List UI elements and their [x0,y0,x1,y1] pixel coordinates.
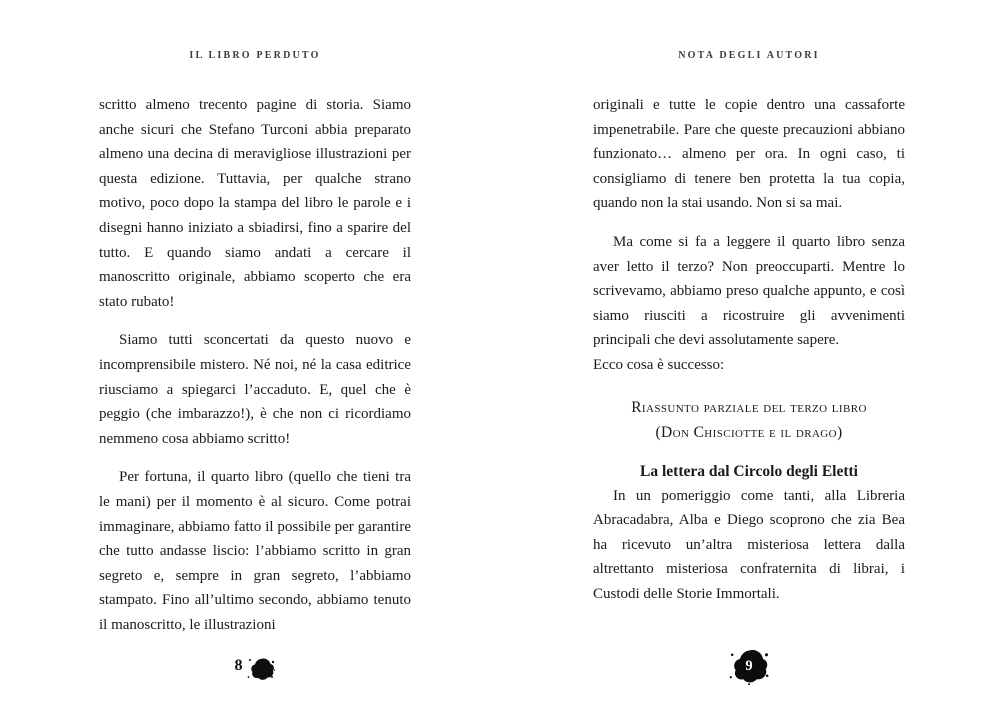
chapter-title: La lettera dal Circolo degli Eletti [640,462,858,480]
ink-blot-icon [246,655,276,682]
lead-in-line: Ecco cosa è successo: [593,356,725,373]
page-number-right: 9 [745,657,753,674]
page-left [99,50,411,637]
summary-heading-line2: (Don Chisciotte e il drago) [655,423,843,441]
ink-blot-icon [728,646,770,686]
page-body-right [593,93,905,607]
page-body-left [99,93,411,637]
page-footer-right [593,646,905,686]
summary-heading-line1: Riassunto parziale del terzo libro [631,398,867,416]
paragraph: scritto almeno trecento pagine di storia. Siamo anche sicuri che Stefano Turconi abbia preparato almeno una decina di meravigliose illustrazioni per questa edizione. Tuttavia, per qualche strano motivo, poco dopo la stampa del libro le parole e i disegni hanno iniziato a sbiadirsi, fino a sparire del tutto. E quando siamo andati a cercare il manoscritto originale, abbiamo scoperto che era stato rubato! [99,97,411,310]
running-header-left: IL LIBRO PERDUTO [189,50,321,61]
page-right [593,50,905,607]
summary-heading [593,395,905,445]
paragraph: Per fortuna, il quarto libro (quello che tieni tra le mani) per il momento è al sicuro. Come potrai immaginare, abbiamo fatto il possibile per garantire che tutto andasse liscio: l’abbiamo scritto in gran segreto e, sempre in gran segreto, l’abbiamo stampato. Fino all’ultimo secondo, abbiamo tenuto il manoscritto, le illustrazioni [99,469,411,633]
paragraph: Siamo tutti sconcertati da questo nuovo e incomprensibile mistero. Né noi, né la casa editrice riusciamo a spiegarci l’accaduto. E, quel che è peggio (che imbarazzo!), è che non ci ricordiamo nemmeno cosa abbiamo scritto! [99,332,411,447]
page-number-left: 8 [234,656,243,674]
page-footer-left [99,652,411,679]
paragraph: In un pomeriggio come tanti, alla Libreria Abracadabra, Alba e Diego scoprono che zia Bea ha ricevuto un’altra misteriosa lettera dalla altrettanto misteriosa confraternita di librai, i Custodi delle Storie Immortali. [593,487,905,602]
paragraph: Ma come si fa a leggere il quarto libro senza aver letto il terzo? Non preoccuparti. Mentre lo scrivevamo, abbiamo preso qualche appunto, e così siamo riusciti a ricostruire gli avvenimenti principali che devi assolutamente sapere. [593,233,905,349]
paragraph: originali e tutte le copie dentro una cassaforte impenetrabile. Pare che queste precauzioni abbiano funzionato… almeno per ora. In ogni caso, ti consigliamo di tenere ben protetta la tua copia, quando non la stai usando. Non si sa mai. [593,97,905,212]
running-header-right: NOTA DEGLI AUTORI [678,50,820,61]
